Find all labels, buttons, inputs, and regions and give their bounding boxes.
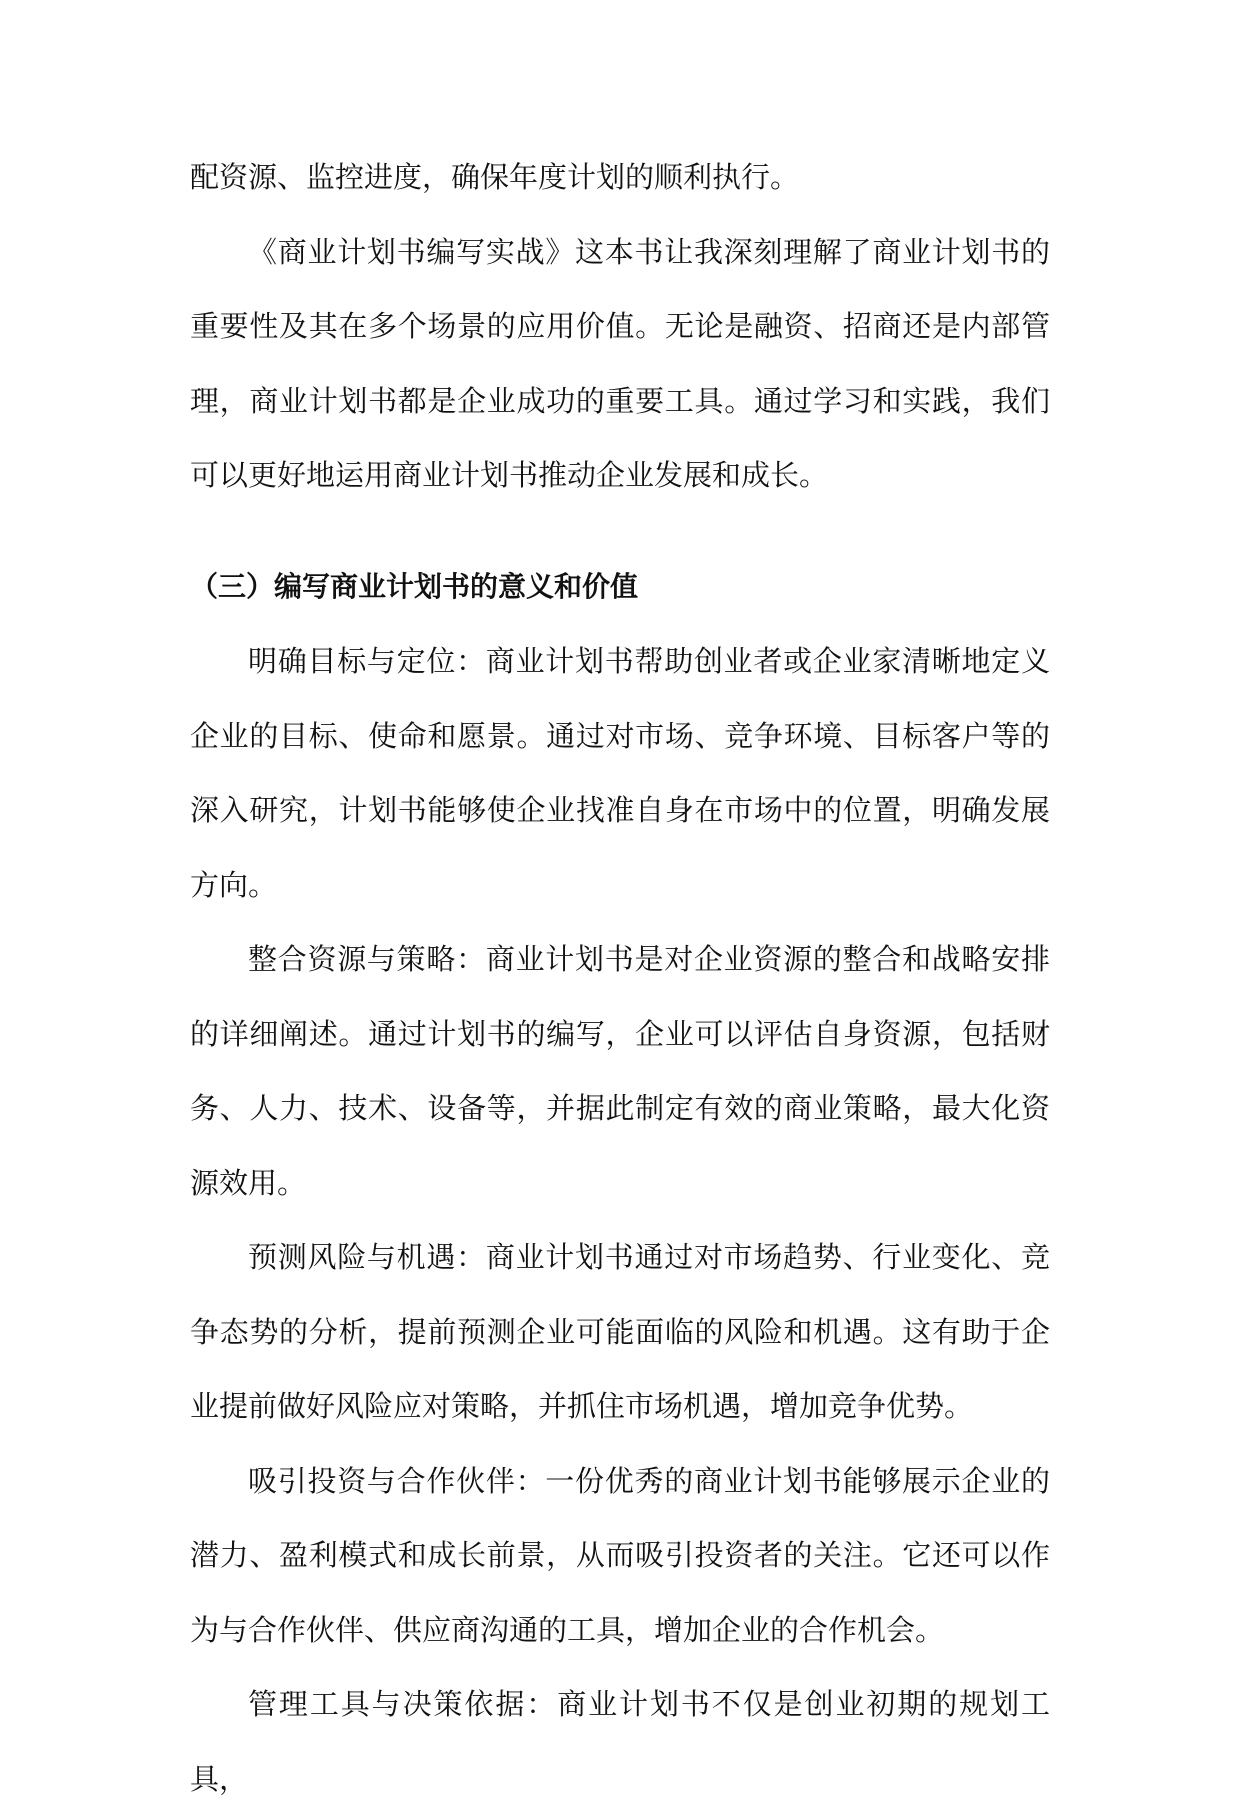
document-body xyxy=(190,140,1050,1816)
paragraph-integrate-resources: 整合资源与策略：商业计划书是对企业资源的整合和战略安排的详细阐述。通过计划书的编写，企业可以评估自身资源，包括财务、人力、技术、设备等，并据此制定有效的商业策略，最大化资源效用。 xyxy=(190,942,1050,1200)
paragraph-clear-goals: 明确目标与定位：商业计划书帮助创业者或企业家清晰地定义企业的目标、使命和愿景。通过对市场、竞争环境、目标客户等的深入研究，计划书能够使企业找准自身在市场中的位置，明确发展方向。 xyxy=(190,644,1050,902)
paragraph-management-tool: 管理工具与决策依据：商业计划书不仅是创业初期的规划工具， xyxy=(190,1687,1050,1796)
section-heading: （三）编写商业计划书的意义和价值 xyxy=(190,569,639,603)
paragraph-predict-risks: 预测风险与机遇：商业计划书通过对市场趋势、行业变化、竞争态势的分析，提前预测企业可能面临的风险和机遇。这有助于企业提前做好风险应对策略，并抓住市场机遇，增加竞争优势。 xyxy=(190,1240,1050,1423)
paragraph-continuation: 配资源、监控进度，确保年度计划的顺利执行。 xyxy=(190,160,800,194)
paragraph-attract-investment: 吸引投资与合作伙伴：一份优秀的商业计划书能够展示企业的潜力、盈利模式和成长前景，从而吸引投资者的关注。它还可以作为与合作伙伴、供应商沟通的工具，增加企业的合作机会。 xyxy=(190,1463,1050,1647)
paragraph-book-reflection: 《商业计划书编写实战》这本书让我深刻理解了商业计划书的重要性及其在多个场景的应用价值。无论是融资、招商还是内部管理，商业计划书都是企业成功的重要工具。通过学习和实践，我们可以更好地运用商业计划书推动企业发展和成长。 xyxy=(190,234,1050,492)
